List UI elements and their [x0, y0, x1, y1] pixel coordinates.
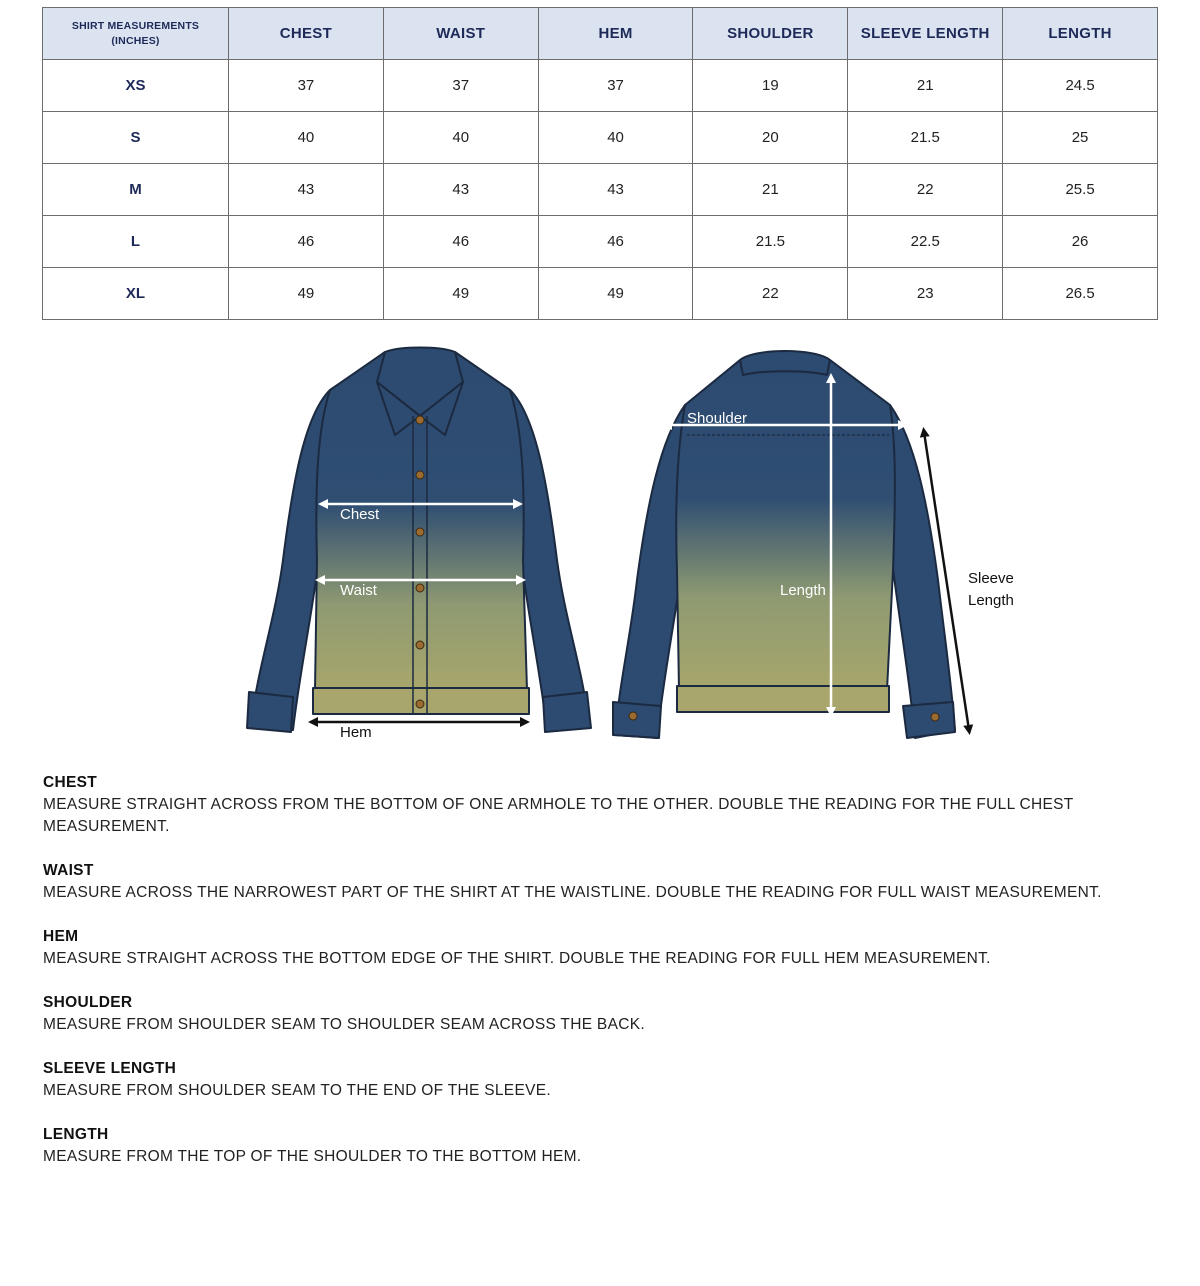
table-cell: 24.5 [1003, 60, 1158, 112]
table-row [43, 268, 1158, 320]
length-label: Length [780, 582, 826, 599]
instruction-text: MEASURE ACROSS THE NARROWEST PART OF THE SHIRT AT THE WAISTLINE. DOUBLE THE READING FOR FULL WAIST MEASUREMENT. [43, 884, 1102, 901]
table-row [43, 216, 1158, 268]
instruction-length [43, 1124, 1163, 1168]
instruction-title: SLEEVE LENGTH [43, 1060, 177, 1077]
button-icon [416, 641, 424, 649]
column-header-length: LENGTH [1003, 8, 1158, 60]
measurement-instructions [43, 772, 1163, 1190]
instruction-title: SHOULDER [43, 994, 133, 1011]
instruction-text: MEASURE FROM SHOULDER SEAM TO THE END OF THE SLEEVE. [43, 1082, 551, 1099]
table-cell: 40 [383, 112, 538, 164]
table-corner-header [43, 8, 229, 60]
front-right-cuff [543, 692, 591, 732]
header-title: SHIRT MEASUREMENTS [71, 19, 200, 32]
column-header-waist: WAIST [383, 8, 538, 60]
column-header-hem: HEM [538, 8, 693, 60]
table-cell: 26 [1003, 216, 1158, 268]
column-header-sleeve-length: SLEEVE LENGTH [848, 8, 1003, 60]
table-cell: 25.5 [1003, 164, 1158, 216]
instruction-shoulder [43, 992, 1163, 1036]
size-label: XL [43, 268, 229, 320]
front-shirt [247, 348, 591, 733]
header-unit: (INCHES) [111, 34, 160, 47]
instruction-title: WAIST [43, 862, 94, 879]
table-cell: 43 [229, 164, 384, 216]
table-cell: 37 [383, 60, 538, 112]
table-cell: 25 [1003, 112, 1158, 164]
table-cell: 49 [229, 268, 384, 320]
table-cell: 19 [693, 60, 848, 112]
size-chart-table [42, 7, 1158, 320]
table-cell: 22.5 [848, 216, 1003, 268]
button-icon [416, 471, 424, 479]
front-left-cuff [247, 692, 293, 732]
sleeve-label-line2: Length [968, 592, 1014, 609]
instruction-text: MEASURE STRAIGHT ACROSS FROM THE BOTTOM OF ONE ARMHOLE TO THE OTHER. DOUBLE THE READING FOR THE FULL CHEST MEASUREMENT. [43, 796, 1074, 835]
column-header-chest: CHEST [229, 8, 384, 60]
waist-label: Waist [340, 582, 377, 599]
table-cell: 21.5 [848, 112, 1003, 164]
instruction-text: MEASURE FROM THE TOP OF THE SHOULDER TO THE BOTTOM HEM. [43, 1148, 582, 1165]
table-cell: 40 [538, 112, 693, 164]
size-label: XS [43, 60, 229, 112]
table-cell: 20 [693, 112, 848, 164]
table-row [43, 164, 1158, 216]
instruction-text: MEASURE STRAIGHT ACROSS THE BOTTOM EDGE OF THE SHIRT. DOUBLE THE READING FOR FULL HEM MEASUREMENT. [43, 950, 991, 967]
back-hem-band [677, 686, 889, 712]
column-header-shoulder: SHOULDER [693, 8, 848, 60]
table-cell: 23 [848, 268, 1003, 320]
instruction-waist [43, 860, 1163, 904]
table-header-row [43, 8, 1158, 60]
table-row [43, 112, 1158, 164]
shoulder-label: Shoulder [687, 410, 748, 427]
table-cell: 40 [229, 112, 384, 164]
chest-label: Chest [340, 506, 380, 523]
size-label: M [43, 164, 229, 216]
button-icon [931, 713, 939, 721]
shirt-measurement-diagram [235, 320, 1014, 775]
back-right-cuff [903, 702, 955, 738]
instruction-title: HEM [43, 928, 79, 945]
back-collar [740, 351, 830, 375]
button-icon [416, 584, 424, 592]
table-cell: 49 [383, 268, 538, 320]
table-cell: 46 [383, 216, 538, 268]
button-icon [629, 712, 637, 720]
instruction-title: LENGTH [43, 1126, 109, 1143]
back-left-sleeve [615, 405, 685, 738]
hem-label: Hem [340, 724, 372, 741]
instruction-text: MEASURE FROM SHOULDER SEAM TO SHOULDER SEAM ACROSS THE BACK. [43, 1016, 645, 1033]
table-cell: 46 [229, 216, 384, 268]
back-shirt [613, 351, 955, 738]
size-label: S [43, 112, 229, 164]
table-cell: 37 [229, 60, 384, 112]
table-cell: 21 [848, 60, 1003, 112]
button-icon [416, 700, 424, 708]
table-cell: 21.5 [693, 216, 848, 268]
instruction-sleeve-length [43, 1058, 1163, 1102]
button-icon [416, 528, 424, 536]
button-icon [416, 416, 424, 424]
table-cell: 37 [538, 60, 693, 112]
instruction-hem [43, 926, 1163, 970]
table-cell: 21 [693, 164, 848, 216]
table-cell: 46 [538, 216, 693, 268]
table-cell: 22 [848, 164, 1003, 216]
size-label: L [43, 216, 229, 268]
instruction-title: CHEST [43, 774, 98, 791]
sleeve-label-line1: Sleeve [968, 570, 1014, 587]
table-cell: 26.5 [1003, 268, 1158, 320]
table-cell: 43 [383, 164, 538, 216]
instruction-chest [43, 772, 1163, 838]
table-cell: 22 [693, 268, 848, 320]
table-cell: 49 [538, 268, 693, 320]
back-left-cuff [613, 702, 661, 738]
table-row [43, 60, 1158, 112]
table-cell: 43 [538, 164, 693, 216]
